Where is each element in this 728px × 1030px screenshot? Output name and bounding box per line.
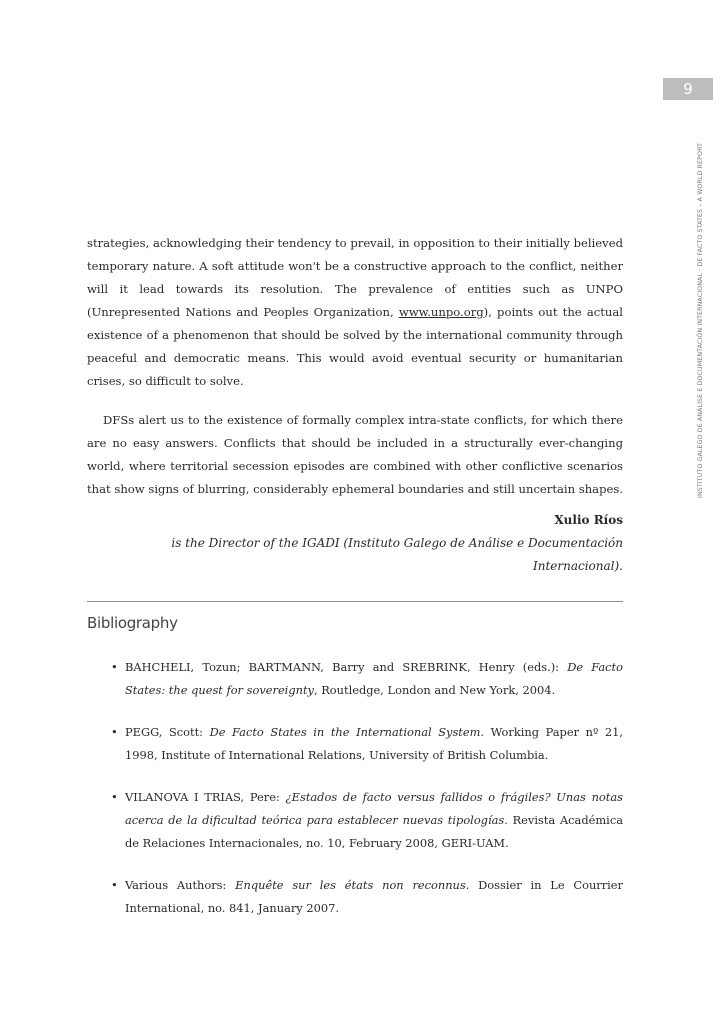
bibliography-item bbox=[109, 786, 623, 855]
bibliography-item bbox=[109, 874, 623, 920]
paragraph-1-text-b: ), points out the actual existence of a phenomenon that should be solved by the international community through peaceful and democratic means. This would avoid eventual security or humanitarian crises, so difficult to solve. bbox=[87, 305, 623, 388]
bibliography-item bbox=[109, 656, 623, 702]
bib-item-lead: Various Authors: bbox=[125, 878, 236, 892]
bib-item-title: De Facto States in the International System. bbox=[209, 725, 485, 739]
bib-item-lead: PEGG, Scott: bbox=[125, 725, 210, 739]
bib-item-tail: , Routledge, London and New York, 2004. bbox=[313, 683, 556, 697]
bullet-icon: • bbox=[111, 878, 118, 892]
author-signature bbox=[87, 509, 623, 578]
bib-item-title: De Facto States: the quest for sovereignty bbox=[125, 660, 623, 697]
bib-item-tail: Working Paper nº 21, 1998, Institute of International Relations, University of British Columbia. bbox=[125, 725, 624, 762]
bib-item-lead: VILANOVA I TRIAS, Pere: bbox=[125, 790, 286, 804]
author-name: Xulio Ríos bbox=[554, 513, 623, 527]
section-divider bbox=[87, 601, 623, 602]
body-text bbox=[87, 232, 623, 501]
bibliography-list bbox=[109, 656, 623, 939]
bibliography-heading: Bibliography bbox=[87, 614, 178, 632]
bib-item-title: ¿Estados de facto versus fallidos o frágiles? Unas notas acerca de la dificultad teórica para establecer nuevas tipologías. bbox=[125, 790, 623, 827]
bullet-icon: • bbox=[111, 660, 118, 674]
bibliography-item bbox=[109, 721, 623, 767]
bullet-icon: • bbox=[111, 790, 118, 804]
bib-item-tail: Revista Académica de Relaciones Internacionales, no. 10, February 2008, GERI-UAM. bbox=[125, 813, 623, 850]
bib-item-lead: BAHCHELI, Tozun; BARTMANN, Barry and SREBRINK, Henry (eds.): bbox=[125, 660, 568, 674]
bib-item-title: Enquête sur les états non reconnus. bbox=[235, 878, 470, 892]
bib-item-tail: Dossier in Le Courrier International, no. 841, January 2007. bbox=[125, 878, 623, 915]
paragraph-1 bbox=[87, 232, 623, 393]
author-role: is the Director of the IGADI (Instituto Galego de Análise e Documentación Internacional). bbox=[171, 536, 623, 573]
paragraph-2: DFSs alert us to the existence of formally complex intra-state conflicts, for which there are no easy answers. Conflicts that should be included in a structurally ever-changing world, where territorial secession episodes are combined with other conflictive scenarios that show signs of blurring, considerably ephemeral boundaries and still uncertain shapes. bbox=[87, 413, 624, 496]
unpo-link[interactable]: www.unpo.org bbox=[398, 305, 484, 319]
bullet-icon: • bbox=[111, 725, 118, 739]
running-title: INSTITUTO GALEGO DE ANÁLISE E DOCUMENTACIÓN INTERNACIONAL · DE FACTO STATES – A WORLD REPORT bbox=[697, 142, 704, 498]
page-number: 9 bbox=[663, 78, 713, 100]
paragraph-1-text-a: strategies, acknowledging their tendency to prevail, in opposition to their initially believed temporary nature. A soft attitude won't be a constructive approach to the conflict, neither will it lead towards its resolution. The prevalence of entities such as UNPO (Unrepresented Nations and Peoples Organization, bbox=[87, 236, 623, 319]
